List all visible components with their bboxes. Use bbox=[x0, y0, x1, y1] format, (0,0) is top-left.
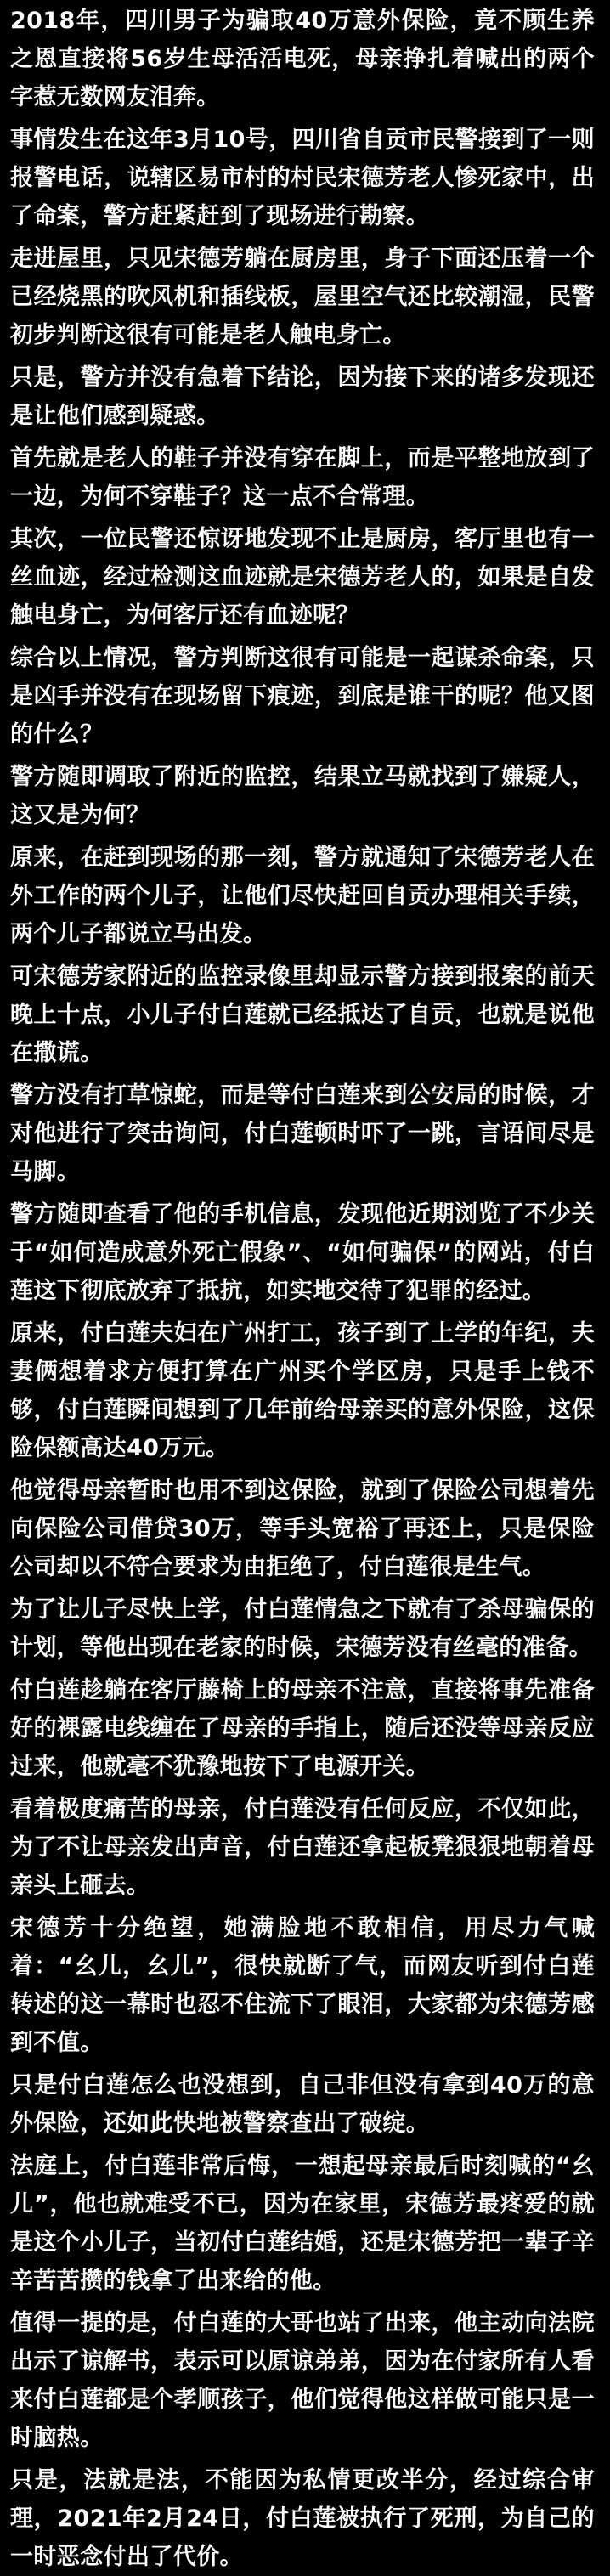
paragraph: 首先就是老人的鞋子并没有穿在脚上，而是平整地放到了一边，为何不穿鞋子？这一点不合常理。 bbox=[10, 445, 595, 510]
paragraph: 其次，一位民警还惊讶地发现不止是厨房，客厅里也有一丝血迹，经过检测这血迹就是宋德芳老人的，如果是自发触电身亡，为何客厅还有血迹呢？ bbox=[10, 526, 595, 629]
paragraph: 警方随即调取了附近的监控，结果立马就找到了嫌疑人，这又是为何？ bbox=[10, 764, 595, 828]
paragraph: 2018年，四川男子为骗取40万意外保险，竟不顾生养之恩直接将56岁生母活活电死，母亲挣扎着喊出的两个字惹无数网友泪奔。 bbox=[10, 8, 595, 110]
paragraph: 警方没有打草惊蛇，而是等付白莲来到公安局的时候，才对他进行了突击询问，付白莲顿时吓了一跳，言语间尽是马脚。 bbox=[10, 1082, 595, 1185]
paragraph: 可宋德芳家附近的监控录像里却显示警方接到报案的前天晚上十点，小儿子付白莲就已经抵达了自贡，也就是说他在撒谎。 bbox=[10, 963, 595, 1066]
paragraph: 警方随即查看了他的手机信息，发现他近期浏览了不少关于“如何造成意外死亡假象”、“如何骗保”的网站，付白莲这下彻底放弃了抵抗，如实地交待了犯罪的经过。 bbox=[10, 1201, 595, 1304]
paragraph: 走进屋里，只见宋德芳躺在厨房里，身子下面还压着一个已经烧黑的吹风机和插线板，屋里空气还比较潮湿，民警初步判断这很有可能是老人触电身亡。 bbox=[10, 246, 595, 348]
paragraph: 为了让儿子尽快上学，付白莲情急之下就有了杀母骗保的计划，等他出现在老家的时候，宋德芳没有丝毫的准备。 bbox=[10, 1596, 595, 1661]
paragraph: 原来，付白莲夫妇在广州打工，孩子到了上学的年纪，夫妻俩想着求方便打算在广州买个学区房，只是手上钱不够，付白莲瞬间想到了几年前给母亲买的意外保险，这保险保额高达40万元。 bbox=[10, 1320, 595, 1461]
paragraph: 只是，法就是法，不能因为私情更改半分，经过综合审理，2021年2月24日，付白莲被执行了死刑，为自己的一时恶念付出了代价。 bbox=[10, 2467, 595, 2570]
paragraph: 事情发生在这年3月10号，四川省自贡市民警接到了一则报警电话，说辖区易市村的村民宋德芳老人惨死家中，出了命案，警方赶紧赶到了现场进行勘察。 bbox=[10, 127, 595, 229]
paragraph: 他觉得母亲暂时也用不到这保险，就到了保险公司想着先向保险公司借贷30万，等手头宽裕了再还上，只是保险公司却以不符合要求为由拒绝了，付白莲很是生气。 bbox=[10, 1477, 595, 1580]
paragraph: 值得一提的是，付白莲的大哥也站了出来，他主动向法院出示了谅解书，表示可以原谅弟弟，因为在付家所有人看来付白莲都是个孝顺孩子，他们觉得他这样做可能只是一时脑热。 bbox=[10, 2310, 595, 2451]
paragraph: 看着极度痛苦的母亲，付白莲没有任何反应，不仅如此，为了不让母亲发出声音，付白莲还拿起板凳狠狠地朝着母亲头上砸去。 bbox=[10, 1796, 595, 1899]
paragraph: 只是付白莲怎么也没想到，自己非但没有拿到40万的意外保险，还如此快地被警察查出了破绽。 bbox=[10, 2072, 595, 2137]
paragraph: 只是，警方并没有急着下结论，因为接下来的诸多发现还是让他们感到疑惑。 bbox=[10, 364, 595, 429]
paragraph: 法庭上，付白莲非常后悔，一想起母亲最后时刻喊的“幺儿”，他也就难受不已，因为在家里，宋德芳最疼爱的就是这个小儿子，当初付白莲结婚，还是宋德芳把一辈子辛辛苦苦攒的钱拿了出来给的他。 bbox=[10, 2153, 595, 2294]
paragraph: 付白莲趁躺在客厅藤椅上的母亲不注意，直接将事先准备好的裸露电线缠在了母亲的手指上，随后还没等母亲反应过来，他就毫不犹豫地按下了电源开关。 bbox=[10, 1677, 595, 1780]
paragraph: 综合以上情况，警方判断这很有可能是一起谋杀命案，只是凶手并没有在现场留下痕迹，到底是谁干的呢？他又图的什么？ bbox=[10, 645, 595, 748]
paragraph: 原来，在赶到现场的那一刻，警方就通知了宋德芳老人在外工作的两个儿子，让他们尽快赶回自贡办理相关手续，两个儿子都说立马出发。 bbox=[10, 845, 595, 947]
paragraph: 宋德芳十分绝望，她满脸地不敢相信，用尽力气喊着：“幺儿，幺儿”，很快就断了气，而网友听到付白莲转述的这一幕时也忍不住流下了眼泪，大家都为宋德芳感到不值。 bbox=[10, 1915, 595, 2056]
